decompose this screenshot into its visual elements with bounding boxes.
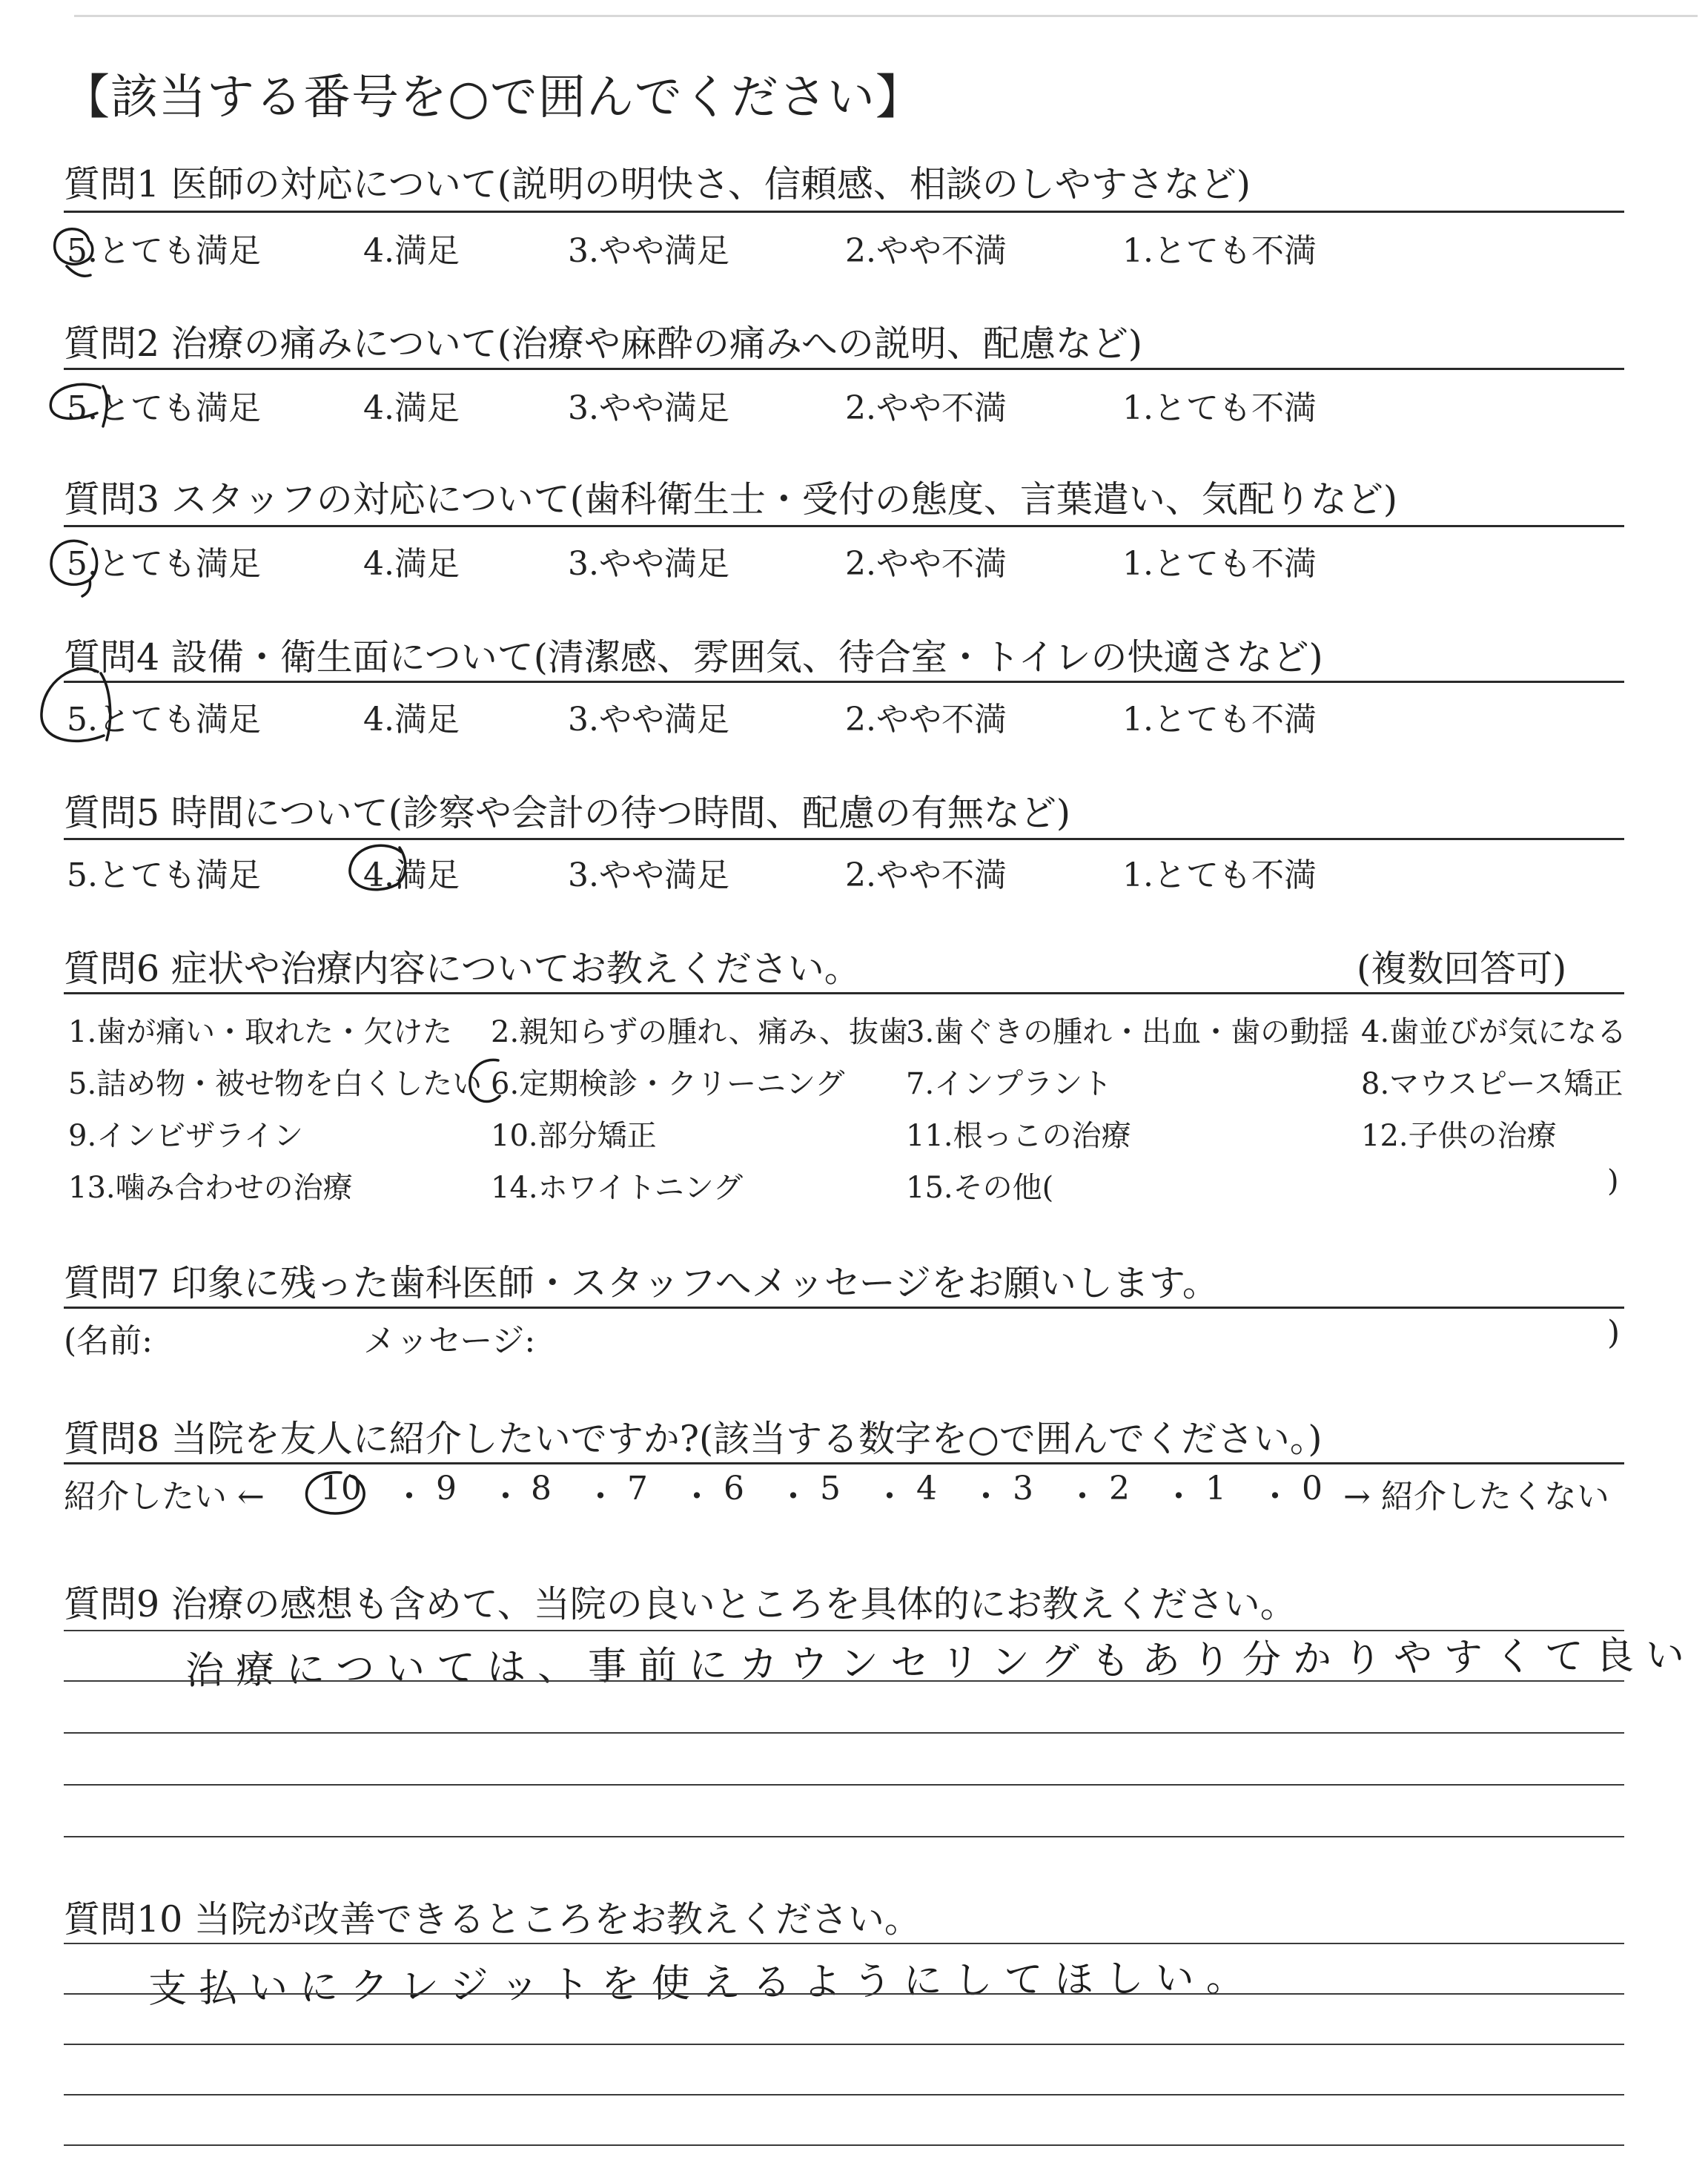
q2-heading: 質問2 治療の痛みについて(治療や麻酔の痛みへの説明、配慮など) — [64, 323, 1143, 365]
q6-option-9[interactable]: 9.インビザライン — [68, 1119, 303, 1153]
q8-scale-8[interactable]: 8 — [531, 1470, 552, 1507]
q4-heading: 質問4 設備・衛生面について(清潔感、雰囲気、待合室・トイレの快適さなど) — [64, 636, 1323, 678]
q10-line-4[interactable] — [64, 2094, 1624, 2095]
q5-heading: 質問5 時間について(診察や会計の待つ時間、配慮の有無など) — [64, 792, 1071, 834]
q8-dot: ・ — [1066, 1478, 1099, 1516]
q4-rule — [64, 681, 1624, 683]
q8-scale-10[interactable]: 10 — [320, 1470, 362, 1507]
q6-option-13[interactable]: 13.噛み合わせの治療 — [68, 1171, 353, 1205]
q6-option-12[interactable]: 12.子供の治療 — [1361, 1119, 1557, 1153]
q6-option-8[interactable]: 8.マウスピース矯正 — [1361, 1067, 1623, 1101]
q6-option-3[interactable]: 3.歯ぐきの腫れ・出血・歯の動揺 — [906, 1015, 1350, 1049]
q6-option-11[interactable]: 11.根っこの治療 — [906, 1119, 1131, 1153]
q8-scale-1[interactable]: 1 — [1205, 1470, 1226, 1507]
q3-selection-circle — [41, 528, 115, 602]
q2-option-3[interactable]: 3.やや満足 — [568, 389, 729, 427]
q9-line-5[interactable] — [64, 1836, 1624, 1837]
q2-option-1[interactable]: 1.とても不満 — [1122, 389, 1317, 427]
q1-option-3[interactable]: 3.やや満足 — [568, 232, 729, 270]
q8-dot: ・ — [777, 1478, 810, 1516]
q7-close-paren: ) — [1607, 1314, 1621, 1352]
q8-dot: ・ — [681, 1478, 713, 1516]
q6-option-7[interactable]: 7.インプラント — [906, 1067, 1113, 1101]
q1-heading: 質問1 医師の対応について(説明の明快さ、信頼感、相談のしやすさなど) — [64, 163, 1251, 205]
q8-dot: ・ — [970, 1478, 1002, 1516]
q5-option-3[interactable]: 3.やや満足 — [568, 856, 729, 894]
q3-option-3[interactable]: 3.やや満足 — [568, 545, 729, 583]
q8-scale-6[interactable]: 6 — [724, 1470, 744, 1507]
q6-note: (複数回答可) — [1357, 948, 1567, 990]
q6-option-4[interactable]: 4.歯並びが気になる — [1361, 1015, 1627, 1049]
q8-rule — [64, 1462, 1624, 1464]
q9-line-3[interactable] — [64, 1732, 1624, 1734]
q10-heading: 質問10 当院が改善できるところをお教えください。 — [64, 1898, 921, 1941]
q1-option-1[interactable]: 1.とても不満 — [1122, 232, 1317, 270]
q1-option-2[interactable]: 2.やや不満 — [845, 232, 1007, 270]
q6-option-1[interactable]: 1.歯が痛い・取れた・欠けた — [68, 1015, 453, 1049]
q7-message-label: メッセージ: — [363, 1322, 536, 1360]
page-title: 【該当する番号を○で囲んでください】 — [62, 70, 924, 125]
q6-selection-circle — [460, 1053, 519, 1112]
q3-option-2[interactable]: 2.やや不満 — [845, 545, 1007, 583]
q6-option-10[interactable]: 10.部分矯正 — [491, 1119, 657, 1153]
q1-option-4[interactable]: 4.満足 — [363, 232, 460, 270]
q6-option-6[interactable]: 6.定期検診・クリーニング — [491, 1067, 845, 1101]
q8-left-label: 紹介したい ← — [64, 1478, 265, 1516]
q8-scale-0[interactable]: 0 — [1302, 1470, 1323, 1507]
q8-scale-7[interactable]: 7 — [627, 1470, 648, 1507]
q4-selection-circle — [30, 653, 126, 756]
q4-option-4[interactable]: 4.満足 — [363, 701, 460, 739]
q8-scale-3[interactable]: 3 — [1013, 1470, 1033, 1507]
q5-selection-circle — [337, 834, 419, 908]
q6-option-14[interactable]: 14.ホワイトニング — [491, 1171, 744, 1205]
q8-heading: 質問8 当院を友人に紹介したいですか?(該当する数字を○で囲んでください。) — [64, 1418, 1323, 1460]
q4-option-5[interactable]: 5.とても満足 — [67, 701, 261, 739]
q3-option-5[interactable]: 5.とても満足 — [67, 545, 261, 583]
q1-selection-circle — [44, 219, 111, 285]
q9-handwritten-answer: 治療については、事前にカウンセリングもあり分かりやすくて良い — [185, 1633, 1697, 1694]
q8-dot: ・ — [489, 1478, 522, 1516]
q6-heading: 質問6 症状や治療内容についてお教えください。 — [64, 948, 861, 990]
q3-heading: 質問3 スタッフの対応について(歯科衛生士・受付の態度、言葉遣い、気配りなど) — [64, 478, 1398, 521]
q3-option-1[interactable]: 1.とても不満 — [1122, 545, 1317, 583]
page-top-edge — [74, 15, 1698, 17]
q2-selection-circle — [41, 374, 122, 441]
q2-option-5[interactable]: 5.とても満足 — [67, 389, 261, 427]
q2-option-4[interactable]: 4.満足 — [363, 389, 460, 427]
q8-dot: ・ — [584, 1478, 617, 1516]
q3-option-4[interactable]: 4.満足 — [363, 545, 460, 583]
q8-scale-4[interactable]: 4 — [916, 1470, 937, 1507]
q5-option-1[interactable]: 1.とても不満 — [1122, 856, 1317, 894]
q2-rule — [64, 368, 1624, 370]
q7-heading: 質問7 印象に残った歯科医師・スタッフへメッセージをお願いします。 — [64, 1262, 1219, 1304]
q4-option-1[interactable]: 1.とても不満 — [1122, 701, 1317, 739]
q9-line-4[interactable] — [64, 1784, 1624, 1786]
q5-option-4[interactable]: 4.満足 — [363, 856, 460, 894]
q6-rule — [64, 992, 1624, 994]
q1-option-5[interactable]: 5.とても満足 — [67, 232, 261, 270]
q8-scale-9[interactable]: 9 — [436, 1470, 457, 1507]
q5-option-2[interactable]: 2.やや不満 — [845, 856, 1007, 894]
q10-line-3[interactable] — [64, 2044, 1624, 2045]
q2-option-2[interactable]: 2.やや不満 — [845, 389, 1007, 427]
q6-option-15[interactable]: 15.その他( — [906, 1171, 1054, 1205]
q3-rule — [64, 525, 1624, 527]
q10-line-5[interactable] — [64, 2144, 1624, 2146]
q10-handwritten-answer: 支払いにクレジットを使えるようにしてほしい。 — [148, 1955, 1257, 2012]
q10-line-1 — [64, 1943, 1624, 1944]
q9-line-2[interactable] — [64, 1680, 1624, 1682]
q1-rule — [64, 211, 1624, 213]
q8-right-label: → 紹介したくない — [1343, 1478, 1609, 1516]
q7-name-label: (名前: — [64, 1322, 153, 1360]
q8-dot: ・ — [1259, 1478, 1291, 1516]
q5-option-5[interactable]: 5.とても満足 — [67, 856, 261, 894]
q8-scale-5[interactable]: 5 — [820, 1470, 841, 1507]
q10-line-2[interactable] — [64, 1993, 1624, 1995]
q4-option-2[interactable]: 2.やや不満 — [845, 701, 1007, 739]
q4-option-3[interactable]: 3.やや満足 — [568, 701, 729, 739]
q5-rule — [64, 838, 1624, 840]
q8-dot: ・ — [873, 1478, 906, 1516]
q8-selection-circle — [297, 1467, 378, 1526]
q8-scale-2[interactable]: 2 — [1109, 1470, 1130, 1507]
q9-heading: 質問9 治療の感想も含めて、当院の良いところを具体的にお教えください。 — [64, 1583, 1297, 1625]
q6-option-2[interactable]: 2.親知らずの腫れ、痛み、抜歯 — [491, 1015, 908, 1049]
q8-dot: ・ — [393, 1478, 426, 1516]
q7-rule — [64, 1307, 1624, 1309]
q8-dot: ・ — [1162, 1478, 1195, 1516]
q6-option-5[interactable]: 5.詰め物・被せ物を白くしたい — [68, 1067, 483, 1101]
q6-option-15-close: ) — [1607, 1164, 1619, 1198]
